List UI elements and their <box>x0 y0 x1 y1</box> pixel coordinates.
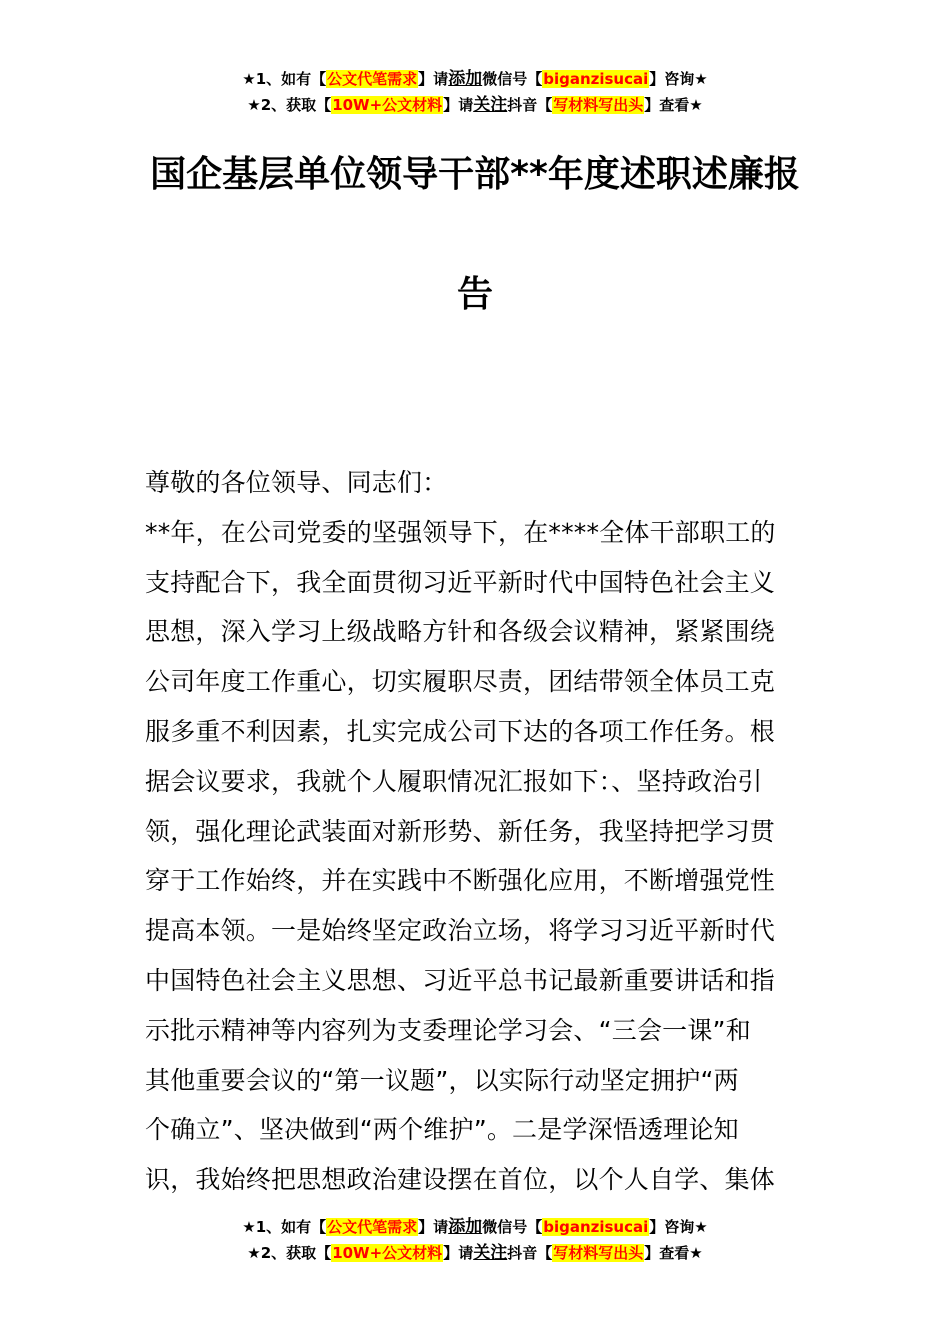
highlight-service: 公文代笔需求 <box>327 70 418 88</box>
highlight-materials: 10W+公文材料 <box>332 1244 443 1262</box>
footer-banner <box>0 1214 950 1266</box>
banner-line-1: ★1、如有【公文代笔需求】请添加微信号【biganzisucai】咨询★ <box>242 1217 708 1237</box>
body-line: 尊敬的各位领导、同志们： <box>145 468 448 497</box>
body-line: 识，我始终把思想政治建设摆在首位，以个人自学、集体 <box>145 1165 776 1195</box>
banner-line-2: ★2、获取【10W+公文材料】请关注抖音【写材料写出头】查看★ <box>247 95 703 115</box>
body-line: 示批示精神等内容列为支委理论学习会、“三会一课”和 <box>145 1015 751 1045</box>
highlight-service: 公文代笔需求 <box>327 1218 418 1236</box>
body-line: 中国特色社会主义思想、习近平总书记最新重要讲话和指 <box>145 965 776 995</box>
highlight-materials: 10W+公文材料 <box>332 96 443 114</box>
body-line: 穿于工作始终，并在实践中不断强化应用，不断增强党性 <box>145 866 776 896</box>
document-body <box>145 458 810 1205</box>
body-line: 服多重不利因素，扎实完成公司下达的各项工作任务。根 <box>145 716 776 746</box>
body-line: 支持配合下，我全面贯彻习近平新时代中国特色社会主义 <box>145 567 776 597</box>
body-line: 据会议要求，我就个人履职情况汇报如下：、坚持政治引 <box>145 766 763 796</box>
body-line: 其他重要会议的“第一议题”，以实际行动坚定拥护“两 <box>145 1065 739 1095</box>
body-line: 领，强化理论武装面对新形势、新任务，我坚持把学习贯 <box>145 816 776 846</box>
highlight-wechat-id: biganzisucai <box>543 1218 649 1236</box>
document-title-line-2: 告 <box>456 274 493 315</box>
banner-line-1: ★1、如有【公文代笔需求】请添加微信号【biganzisucai】咨询★ <box>242 69 708 89</box>
highlight-douyin-account: 写材料写出头 <box>553 1244 644 1262</box>
body-line: 提高本领。一是始终坚定政治立场，将学习习近平新时代 <box>145 916 776 946</box>
banner-line-2: ★2、获取【10W+公文材料】请关注抖音【写材料写出头】查看★ <box>247 1243 703 1263</box>
body-line: **年，在公司党委的坚强领导下，在****全体干部职工的 <box>145 517 776 547</box>
header-banner <box>0 66 950 118</box>
body-line: 个确立”、坚决做到“两个维护”。二是学深悟透理论知 <box>145 1115 739 1145</box>
highlight-douyin-account: 写材料写出头 <box>553 96 644 114</box>
document-title-line-1: 国企基层单位领导干部**年度述职述廉报 <box>150 154 800 195</box>
body-line: 思想，深入学习上级战略方针和各级会议精神，紧紧围绕 <box>145 617 776 647</box>
body-line: 公司年度工作重心，切实履职尽责，团结带领全体员工克 <box>145 667 776 697</box>
highlight-wechat-id: biganzisucai <box>543 70 649 88</box>
